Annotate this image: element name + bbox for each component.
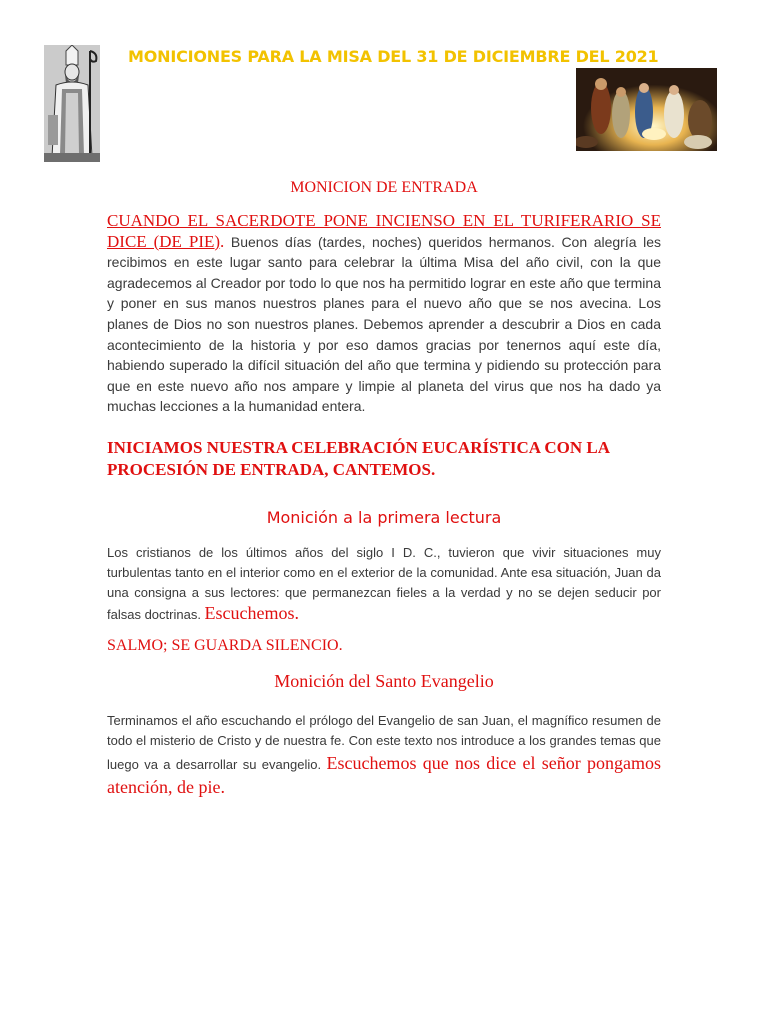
nativity-scene-image (576, 68, 717, 151)
entrada-body: Buenos días (tardes, noches) queridos hermanos. Con alegría les recibimos en este lugar santo para celebrar la última Misa del año civil, con la que agradecemos al Creador por todo lo que nos ha permitido lograr en este año que termina y poner en sus manos nuestros planes para el nuevo año que se nos avecina. Los planes de Dios no son nuestros planes. Debemos aprender a descubrir a Dios en cada acontecimiento de la historia y por eso damos gracias por tenernos aquí este día, habiendo superado la difícil situación del año que termina y pidiendo su protección para que en este nuevo año nos ampare y limpie al planeta del virus que nos ha dado ya muchas lecciones a la humanidad entera. (107, 233, 662, 415)
entrada-paragraph (107, 211, 661, 417)
primera-lectura-heading: Monición a la primera lectura (266, 508, 502, 527)
salmo-instruction: SALMO; SE GUARDA SILENCIO. (107, 637, 343, 654)
primera-lectura-body: Los cristianos de los últimos años del siglo I D. C., tuvieron que vivir situaciones muy turbulentas tanto en el interior como en el exterior de la comunidad. Ante esa situación, Juan da una consigna a sus lectores: que permanezcan fieles a la verdad y no se dejen seducir por falsas doctrinas. (107, 545, 661, 622)
procesion-instruction: INICIAMOS NUESTRA CELEBRACIÓN EUCARÍSTICA CON LA PROCESIÓN DE ENTRADA, CANTEMOS. (107, 438, 610, 479)
evangelio-heading: Monición del Santo Evangelio (274, 671, 494, 691)
evangelio-body: Terminamos el año escuchando el prólogo del Evangelio de san Juan, el magnífico resumen de todo el misterio de Cristo y de nuestra fe. Con este texto nos introduce a los grandes temas que luego va a desarrollar su evangelio. (107, 713, 661, 772)
evangelio-cue: Escuchemos que nos dice el señor pongamos atención, de pie. (107, 753, 661, 797)
saint-bishop-image (44, 45, 100, 162)
entrada-lead-punct: . (220, 231, 225, 251)
primera-lectura-paragraph (107, 543, 661, 625)
entrada-heading: MONICION DE ENTRADA (290, 179, 478, 196)
evangelio-paragraph (107, 711, 661, 799)
entrada-lead-text: CUANDO EL SACERDOTE PONE INCIENSO EN EL TURIFERARIO SE DICE (DE PIE) (107, 211, 661, 251)
document-title: MONICIONES PARA LA MISA DEL 31 DE DICIEMBRE DEL 2021 (128, 47, 659, 66)
primera-lectura-cue: Escuchemos. (204, 603, 300, 623)
